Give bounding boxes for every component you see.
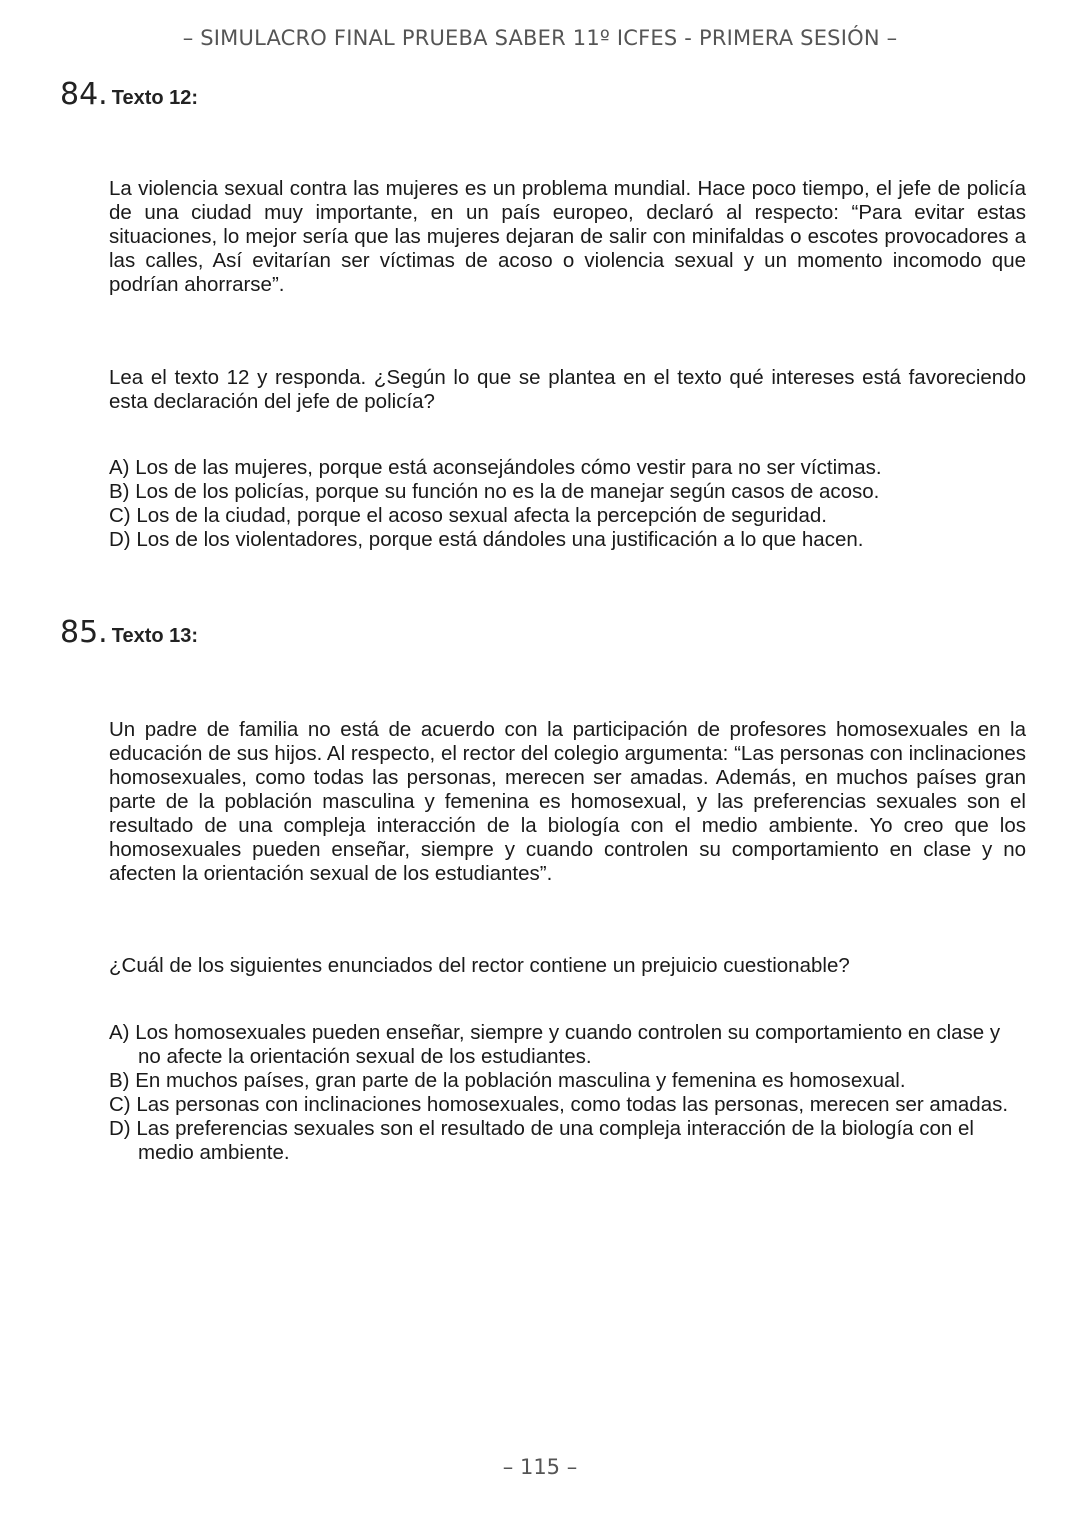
option-c: C) Las personas con inclinaciones homosexuales, como todas las personas, merecen ser amadas. — [109, 1093, 1009, 1116]
question-84-heading — [60, 77, 198, 112]
question-84-prompt: Lea el texto 12 y responda. ¿Según lo que se plantea en el texto qué intereses está favoreciendo esta declaración del jefe de policía? — [109, 366, 1026, 413]
option-a: A) Los homosexuales pueden enseñar, siempre y cuando controlen su comportamiento en clase y no afecte la orientación sexual de los estudiantes. — [109, 1021, 1001, 1068]
option-b: B) En muchos países, gran parte de la población masculina y femenina es homosexual. — [109, 1069, 906, 1092]
option-d: D) Las preferencias sexuales son el resultado de una compleja interacción de la biología con el medio ambiente. — [109, 1117, 974, 1164]
question-85-options — [109, 1021, 1026, 1165]
question-84-options — [109, 456, 1026, 552]
page-header: – SIMULACRO FINAL PRUEBA SABER 11º ICFES - PRIMERA SESIÓN – — [182, 26, 898, 50]
question-85-heading — [60, 615, 198, 650]
question-84-text: La violencia sexual contra las mujeres es un problema mundial. Hace poco tiempo, el jefe de policía de una ciudad muy importante, en un país europeo, declaró al respecto: “Para evitar estas situaciones, lo mejor sería que las mujeres dejaran de salir con minifaldas o escotes provocadores a las calles, Así evitarían ser víctimas de acoso o violencia sexual y un momento incomodo que podrían ahorrarse”. — [109, 177, 1026, 296]
option-b: B) Los de los policías, porque su función no es la de manejar según casos de acoso. — [109, 480, 880, 503]
option-a: A) Los de las mujeres, porque está aconsejándoles cómo vestir para no ser víctimas. — [109, 456, 882, 479]
question-title: Texto 13: — [111, 625, 199, 647]
option-d: D) Los de los violentadores, porque está dándoles una justificación a lo que hacen. — [109, 528, 864, 551]
question-85-prompt: ¿Cuál de los siguientes enunciados del rector contiene un prejuicio cuestionable? — [109, 954, 850, 977]
question-number: 85. — [60, 615, 108, 650]
option-c: C) Los de la ciudad, porque el acoso sexual afecta la percepción de seguridad. — [109, 504, 827, 527]
question-85-text: Un padre de familia no está de acuerdo con la participación de profesores homosexuales en la educación de sus hijos. Al respecto, el rector del colegio argumenta: “Las personas con inclinaciones homosexuales, como todas las personas, merecen ser amadas. Además, en muchos países gran parte de la población masculina y femenina es homosexual, y las preferencias sexuales son el resultado de una compleja interacción de la biología con el medio ambiente. Yo creo que los homosexuales pueden enseñar, siempre y cuando controlen su comportamiento en clase y no afecten la orientación sexual de los estudiantes”. — [109, 718, 1026, 885]
question-title: Texto 12: — [111, 87, 199, 109]
page-number: – 115 – — [502, 1455, 578, 1479]
question-number: 84. — [60, 77, 108, 112]
